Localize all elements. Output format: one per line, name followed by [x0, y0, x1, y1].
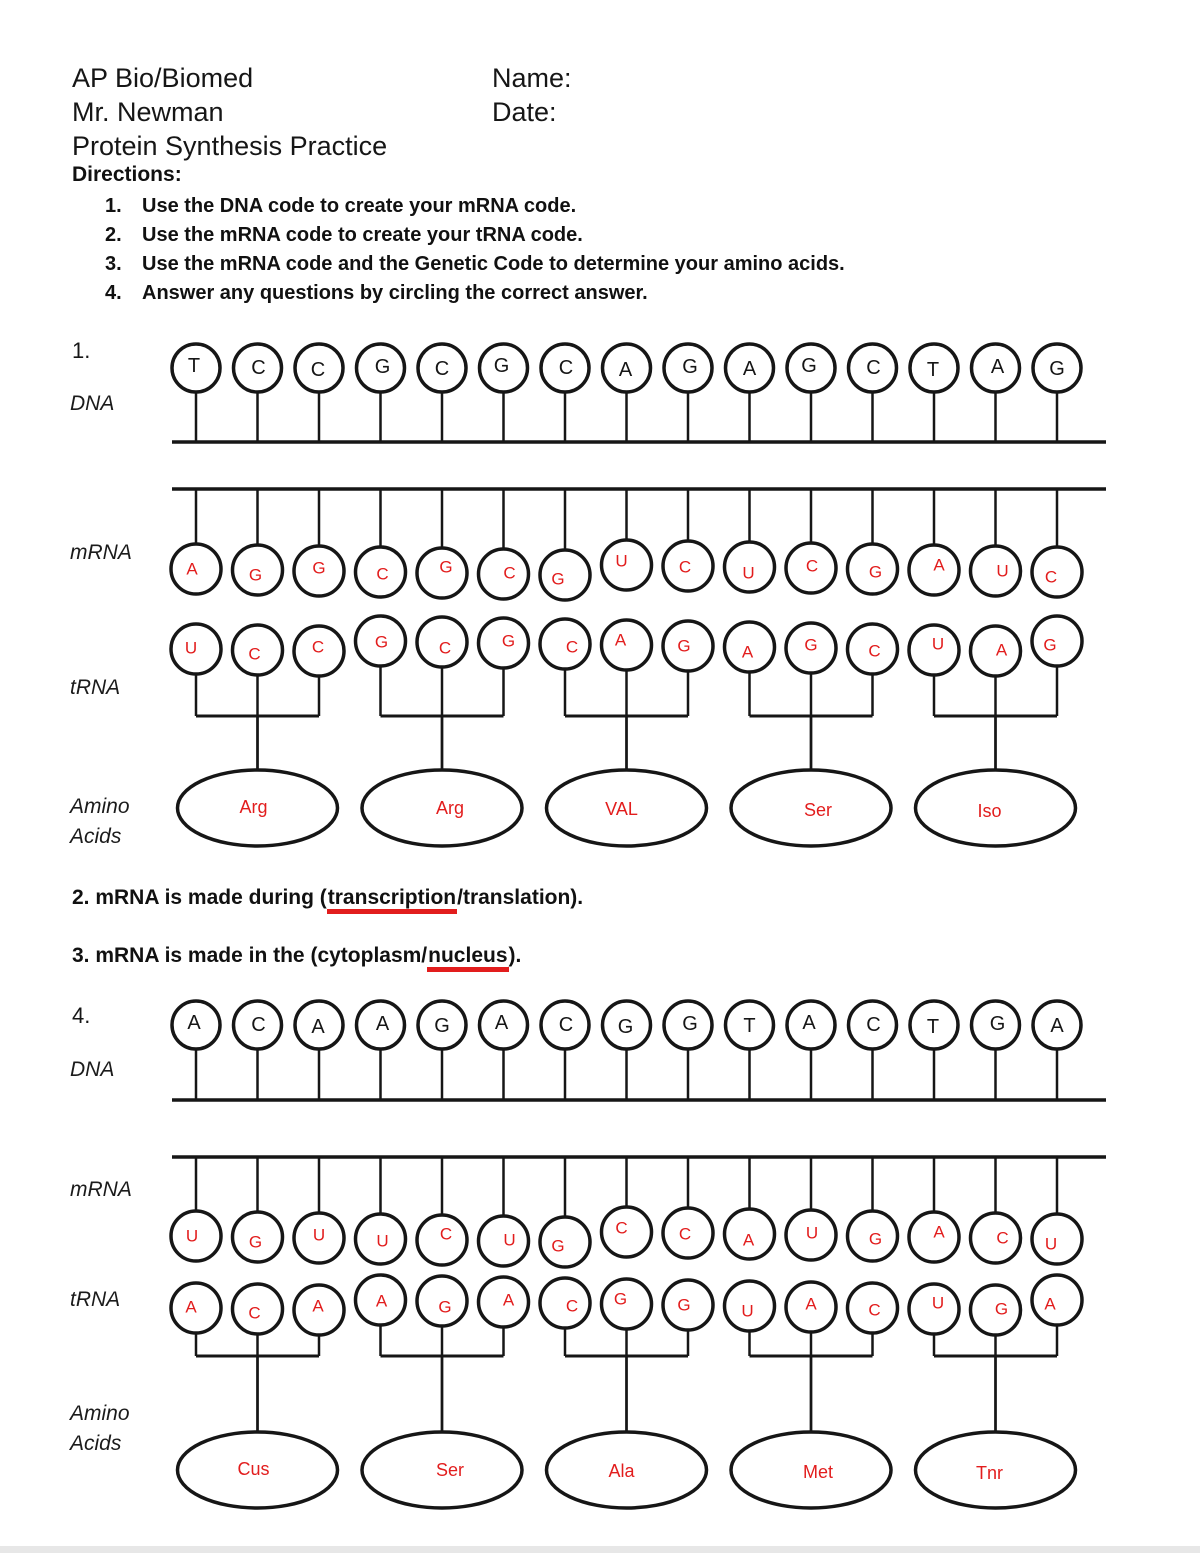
trna-base-letter: G [994, 1299, 1009, 1319]
trna-base-letter: A [375, 1291, 388, 1311]
dna-base-letter: G [682, 356, 698, 378]
mrna-base-letter: A [186, 559, 198, 579]
mrna-base-letter: C [376, 564, 389, 584]
teacher-name: Mr. Newman [72, 97, 224, 127]
directions-list [72, 192, 972, 308]
direction-number: 2. [105, 224, 122, 246]
trna-base-letter: U [931, 1293, 945, 1313]
amino-acid-label: Ser [435, 1460, 465, 1480]
dna-base-letter: G [374, 356, 391, 378]
mrna-base-circle [540, 550, 590, 600]
mrna-base-letter: C [678, 1224, 692, 1244]
trna-base-letter: U [741, 1301, 754, 1321]
underlined-answer: transcription [327, 886, 457, 914]
amino-acid-label: Cus [237, 1459, 270, 1479]
dna-base-letter: A [618, 359, 633, 381]
trna-base-letter: C [868, 641, 881, 661]
dna-base-letter: A [311, 1016, 325, 1038]
amino-acids-label: Amino [70, 795, 130, 818]
trna-base-letter: A [185, 1297, 197, 1317]
trna-base-letter: A [502, 1290, 515, 1310]
trna-base-letter: G [438, 1297, 452, 1317]
trna-base-circle [1032, 1275, 1082, 1325]
mrna-base-letter: C [615, 1218, 628, 1238]
mrna-base-letter: U [312, 1225, 326, 1245]
mrna-base-letter: U [503, 1230, 516, 1250]
date-label: Date: [492, 97, 557, 127]
trna-base-letter: C [248, 1303, 261, 1323]
direction-item [72, 192, 972, 221]
amino-acid-label: Ser [803, 800, 833, 820]
dna-base-letter: C [434, 358, 450, 380]
mrna-base-letter: C [439, 1224, 453, 1244]
dna-base-letter: A [187, 1012, 201, 1034]
mrna-base-letter: G [312, 558, 326, 578]
dna-base-letter: C [251, 357, 266, 379]
mrna-base-letter: A [933, 1222, 945, 1242]
trna-base-letter: G [677, 636, 691, 656]
direction-item [72, 250, 972, 279]
mrna-base-letter: G [868, 562, 883, 582]
dna-base-letter: G [989, 1013, 1006, 1035]
question-text: 2. mRNA is made during ( [72, 886, 327, 909]
trna-base-letter: G [1043, 635, 1057, 655]
mrna-base-letter: A [933, 555, 945, 575]
direction-number: 1. [105, 195, 122, 217]
amino-acids-label: Acids [70, 1432, 122, 1455]
trna-base-letter: A [312, 1296, 324, 1316]
mrna-base-letter: U [996, 561, 1009, 581]
dna-base-letter: T [187, 355, 201, 377]
dna-base-letter: A [494, 1012, 509, 1034]
trna-base-letter: U [184, 638, 198, 658]
mrna-base-letter: G [551, 569, 565, 589]
amino-acid-label: Ala [608, 1461, 635, 1481]
dna-base-letter: A [375, 1013, 390, 1035]
dna-base-letter: G [682, 1013, 698, 1035]
direction-number: 4. [105, 282, 122, 304]
trna-base-letter: A [614, 630, 627, 650]
mrna-base-circle [540, 1217, 590, 1267]
direction-number: 3. [105, 253, 122, 275]
trna-base-letter: A [741, 642, 754, 662]
question-3 [72, 944, 521, 968]
amino-acids-label: Acids [70, 825, 122, 848]
trna-base-circle [1032, 616, 1082, 666]
dna-base-letter: C [558, 1014, 574, 1036]
mrna-base-letter: U [742, 563, 755, 583]
trna-base-letter: G [613, 1289, 628, 1309]
trna-base-letter: C [248, 644, 261, 664]
question-text: 3. mRNA is made in the (cytoplasm/ [72, 944, 428, 967]
amino-acid-label: Iso [977, 801, 1002, 821]
dna-base-letter: C [866, 357, 881, 379]
dna-base-letter: A [742, 358, 757, 380]
dna-row-label: DNA [70, 1058, 115, 1081]
trna-base-letter: G [501, 631, 516, 651]
trna-base-letter: C [565, 1296, 579, 1316]
mrna-row-label: mRNA [70, 541, 132, 564]
trna-base-letter: G [677, 1295, 691, 1315]
mrna-base-letter: G [868, 1229, 883, 1249]
mrna-base-letter: C [805, 556, 819, 576]
question-text: ). [508, 944, 522, 967]
trna-row-label: tRNA [70, 1288, 121, 1311]
amino-acid-label: Arg [239, 797, 268, 817]
dna-base-letter: T [743, 1015, 756, 1037]
dna-base-letter: T [926, 359, 940, 381]
dna-base-letter: T [926, 1016, 940, 1038]
trna-base-letter: A [805, 1294, 817, 1314]
dna-base-letter: A [802, 1012, 816, 1034]
trna-base-letter: A [1044, 1294, 1056, 1314]
dna-base-letter: C [310, 359, 326, 381]
problem-1-number: 1. [72, 338, 91, 363]
mrna-base-letter: U [376, 1231, 389, 1251]
dna-base-letter: A [990, 356, 1005, 378]
bold-word: circling [388, 282, 460, 304]
dna-base-letter: G [434, 1015, 450, 1037]
problem-4-number: 4. [72, 1003, 91, 1028]
amino-acid-label: Met [802, 1462, 834, 1482]
mrna-row-label: mRNA [70, 1178, 132, 1201]
trna-base-circle [602, 620, 652, 670]
trna-base-letter: A [995, 640, 1008, 660]
direction-text: Use the DNA code to create your mRNA code. [142, 195, 577, 217]
amino-acids-label: Amino [70, 1402, 130, 1425]
amino-acid-label: Tnr [976, 1463, 1003, 1483]
mrna-base-letter: U [805, 1223, 819, 1243]
mrna-base-letter: U [615, 551, 628, 571]
dna-base-letter: C [866, 1014, 881, 1036]
direction-text: Use the mRNA code and the Genetic Code to determine your amino acids. [142, 253, 845, 275]
mrna-base-letter: U [1044, 1234, 1058, 1254]
direction-text: Answer any questions by circling the correct answer. [142, 282, 648, 304]
trna-base-letter: C [565, 637, 579, 657]
question-text: /translation). [457, 886, 584, 909]
dna-base-letter: C [251, 1014, 266, 1036]
directions-heading: Directions: [72, 163, 182, 186]
trna-base-letter: G [374, 632, 389, 652]
page-bottom-edge [0, 1546, 1200, 1553]
mrna-base-letter: U [185, 1226, 199, 1246]
mrna-base-letter: G [439, 557, 453, 577]
dna-base-letter: G [493, 355, 510, 377]
mrna-base-letter: C [503, 563, 516, 583]
mrna-base-letter: C [1044, 567, 1058, 587]
dna-base-letter: C [558, 357, 574, 379]
amino-acid-label: VAL [605, 799, 638, 819]
name-label: Name: [492, 63, 572, 93]
trna-base-letter: C [868, 1300, 881, 1320]
mrna-base-letter: G [248, 565, 263, 585]
direction-item [72, 279, 972, 308]
dna-base-letter: G [1049, 358, 1065, 380]
mrna-base-letter: C [996, 1228, 1009, 1248]
trna-base-letter: C [438, 638, 452, 658]
dna-base-letter: G [801, 355, 817, 377]
dna-base-letter: G [617, 1016, 634, 1038]
direction-item [72, 221, 972, 250]
mrna-base-letter: C [678, 557, 692, 577]
question-2 [72, 886, 583, 910]
direction-text: Use the mRNA code to create your tRNA code. [142, 224, 583, 246]
mrna-base-letter: G [551, 1236, 565, 1256]
dna-base-letter: A [1050, 1015, 1064, 1037]
trna-row-label: tRNA [70, 676, 121, 699]
mrna-base-letter: G [248, 1232, 263, 1252]
dna-row-label: DNA [70, 392, 115, 415]
course-title: AP Bio/Biomed [72, 63, 254, 93]
page-title: Protein Synthesis Practice [72, 131, 388, 161]
amino-acid-label: Arg [435, 798, 465, 818]
underlined-answer: nucleus [427, 944, 508, 972]
trna-base-letter: G [804, 635, 818, 655]
trna-base-letter: C [311, 637, 325, 657]
mrna-base-letter: A [742, 1230, 755, 1250]
trna-base-letter: U [931, 634, 945, 654]
